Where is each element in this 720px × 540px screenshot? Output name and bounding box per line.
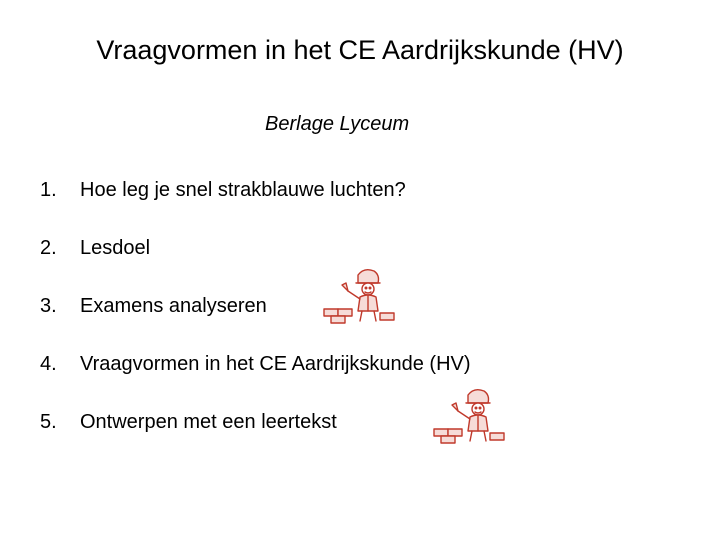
agenda-item-number: 1.	[40, 179, 57, 201]
agenda-item-text: Hoe leg je snel strakblauwe luchten?	[80, 179, 406, 201]
slide-title: Vraagvormen in het CE Aardrijkskunde (HV)	[96, 35, 624, 65]
agenda-item-5	[40, 402, 471, 460]
agenda-item-text: Examens analyseren	[80, 295, 267, 317]
slide-subtitle: Berlage Lyceum	[265, 113, 410, 135]
agenda-item-3	[40, 286, 471, 344]
agenda-item-4	[40, 344, 471, 402]
agenda-item-number: 2.	[40, 237, 57, 259]
agenda-item-text: Vraagvormen in het CE Aardrijkskunde (HV)	[80, 353, 471, 375]
agenda-item-number: 3.	[40, 295, 57, 317]
agenda-item-2	[40, 228, 471, 286]
agenda-item-text: Lesdoel	[80, 237, 151, 259]
builder-with-bricks-icon	[428, 385, 508, 445]
builder-with-bricks-icon	[318, 265, 398, 325]
agenda-item-number: 5.	[40, 411, 57, 433]
agenda-item-text: Ontwerpen met een leertekst	[80, 411, 337, 433]
agenda-list	[40, 170, 471, 460]
agenda-item-1	[40, 170, 471, 228]
agenda-item-number: 4.	[40, 353, 57, 375]
